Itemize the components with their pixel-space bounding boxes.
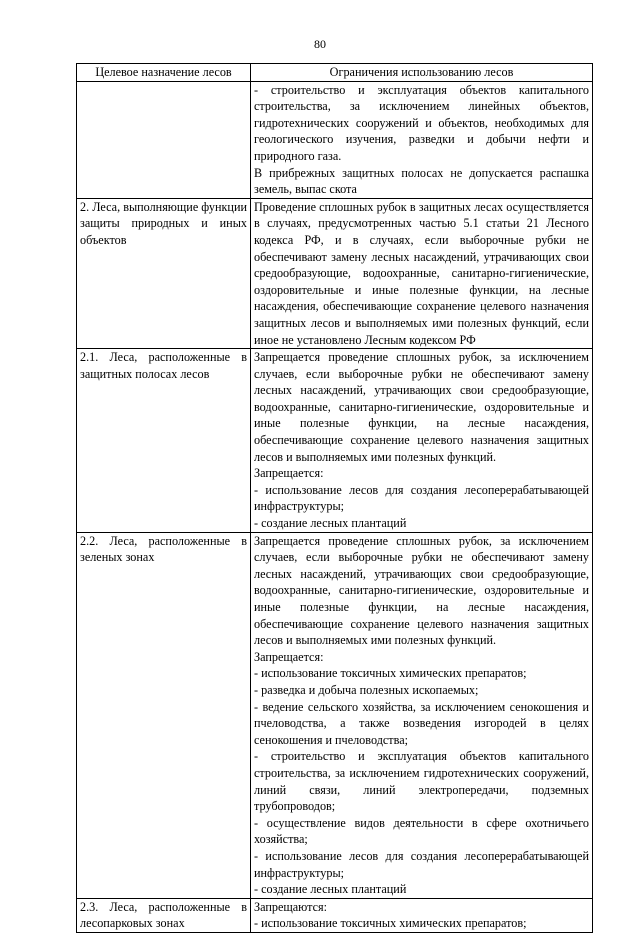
- restriction-paragraph: - использование лесов для создания лесоперерабатывающей инфраструктуры;: [254, 482, 589, 514]
- restriction-paragraph: В прибрежных защитных полосах не допускается распашка земель, выпас скота: [254, 165, 589, 197]
- forest-restrictions-table: [76, 63, 593, 933]
- header-purpose: Целевое назначение лесов: [77, 64, 251, 82]
- restriction-paragraph: Запрещается проведение сплошных рубок, за исключением случаев, если выборочные рубки не обеспечивают замену лесных насаждений, утрачивающих свои средообразующие, водоохранные, санитарно-гигиенические, оздоровительные и иные полезные функции, на лесные насаждения, обеспечивающие сохранение целевого назначения защитных лесов и выполняемых ими полезных функций.: [254, 350, 589, 464]
- purpose-cell: 2. Леса, выполняющие функции защиты природных и иных объектов: [77, 198, 251, 348]
- purpose-cell: [77, 81, 251, 198]
- purpose-cell: 2.3. Леса, расположенные в лесопарковых зонах: [77, 898, 251, 932]
- page-number: 80: [314, 37, 326, 51]
- restriction-paragraph: - использование токсичных химических препаратов;: [254, 666, 527, 681]
- restriction-paragraph: Запрещаются:: [254, 899, 327, 914]
- restrictions-cell: [251, 349, 593, 533]
- restriction-paragraph: - строительство и эксплуатация объектов капитального строительства, за исключением гидротехнических сооружений, линий связи, линий электропередачи, подземных трубопроводов;: [254, 749, 589, 814]
- restrictions-cell: [251, 532, 593, 898]
- restrictions-cell: [251, 198, 593, 348]
- restriction-paragraph: - ведение сельского хозяйства, за исключением сенокошения и пчеловодства, а также возведения изгородей в целях сенокошения и пчеловодства;: [254, 699, 589, 747]
- table-row: [77, 81, 593, 198]
- table-row: [77, 349, 593, 533]
- header-restrictions: Ограничения использованию лесов: [251, 64, 593, 82]
- table-row: [77, 198, 593, 348]
- restriction-paragraph: - разведка и добыча полезных ископаемых;: [254, 682, 479, 697]
- purpose-cell: 2.1. Леса, расположенные в защитных полосах лесов: [77, 349, 251, 533]
- restriction-paragraph: Запрещается:: [254, 466, 324, 481]
- table-header-row: [77, 64, 593, 82]
- restriction-paragraph: Проведение сплошных рубок в защитных лесах осуществляется в случаях, предусмотренных частью 5.1 статьи 21 Лесного кодекса РФ, и в случаях, если выборочные рубки не обеспечивают замену лесных насаждений, утрачивающих свои средообразующие, водоохранные, санитарно-гигиенические, оздоровительные и иные полезные функции, на лесные насаждения, обеспечивающие сохранение целевого назначения защитных лесов и выполняемых ими полезных функций, если иное не установлено Лесным кодексом РФ: [254, 199, 589, 347]
- restriction-paragraph: - осуществление видов деятельности в сфере охотничьего хозяйства;: [254, 815, 589, 847]
- restriction-paragraph: - создание лесных плантаций: [254, 882, 407, 897]
- restriction-paragraph: - использование лесов для создания лесоперерабатывающей инфраструктуры;: [254, 848, 589, 880]
- restriction-paragraph: Запрещается проведение сплошных рубок, за исключением случаев, если выборочные рубки не обеспечивают замену лесных насаждений, утрачивающих свои средообразующие, водоохранные, санитарно-гигиенические, оздоровительные и иные полезные функции, на лесные насаждения, обеспечивающие сохранение целевого назначения защитных лесов и выполняемых ими полезных функций.: [254, 533, 589, 648]
- restrictions-cell: [251, 81, 593, 198]
- restriction-paragraph: - строительство и эксплуатация объектов капитального строительства, за исключением линейных объектов, гидротехнических сооружений и объектов, необходимых для геологического изучения, разведки и добычи нефти и природного газа.: [254, 82, 589, 163]
- purpose-cell: 2.2. Леса, расположенные в зеленых зонах: [77, 532, 251, 898]
- restriction-paragraph: Запрещается:: [254, 649, 324, 664]
- restrictions-cell: [251, 898, 593, 932]
- table-row: [77, 532, 593, 898]
- restriction-paragraph: - создание лесных плантаций: [254, 516, 407, 531]
- table-row: [77, 898, 593, 932]
- restriction-paragraph: - использование токсичных химических препаратов;: [254, 916, 527, 931]
